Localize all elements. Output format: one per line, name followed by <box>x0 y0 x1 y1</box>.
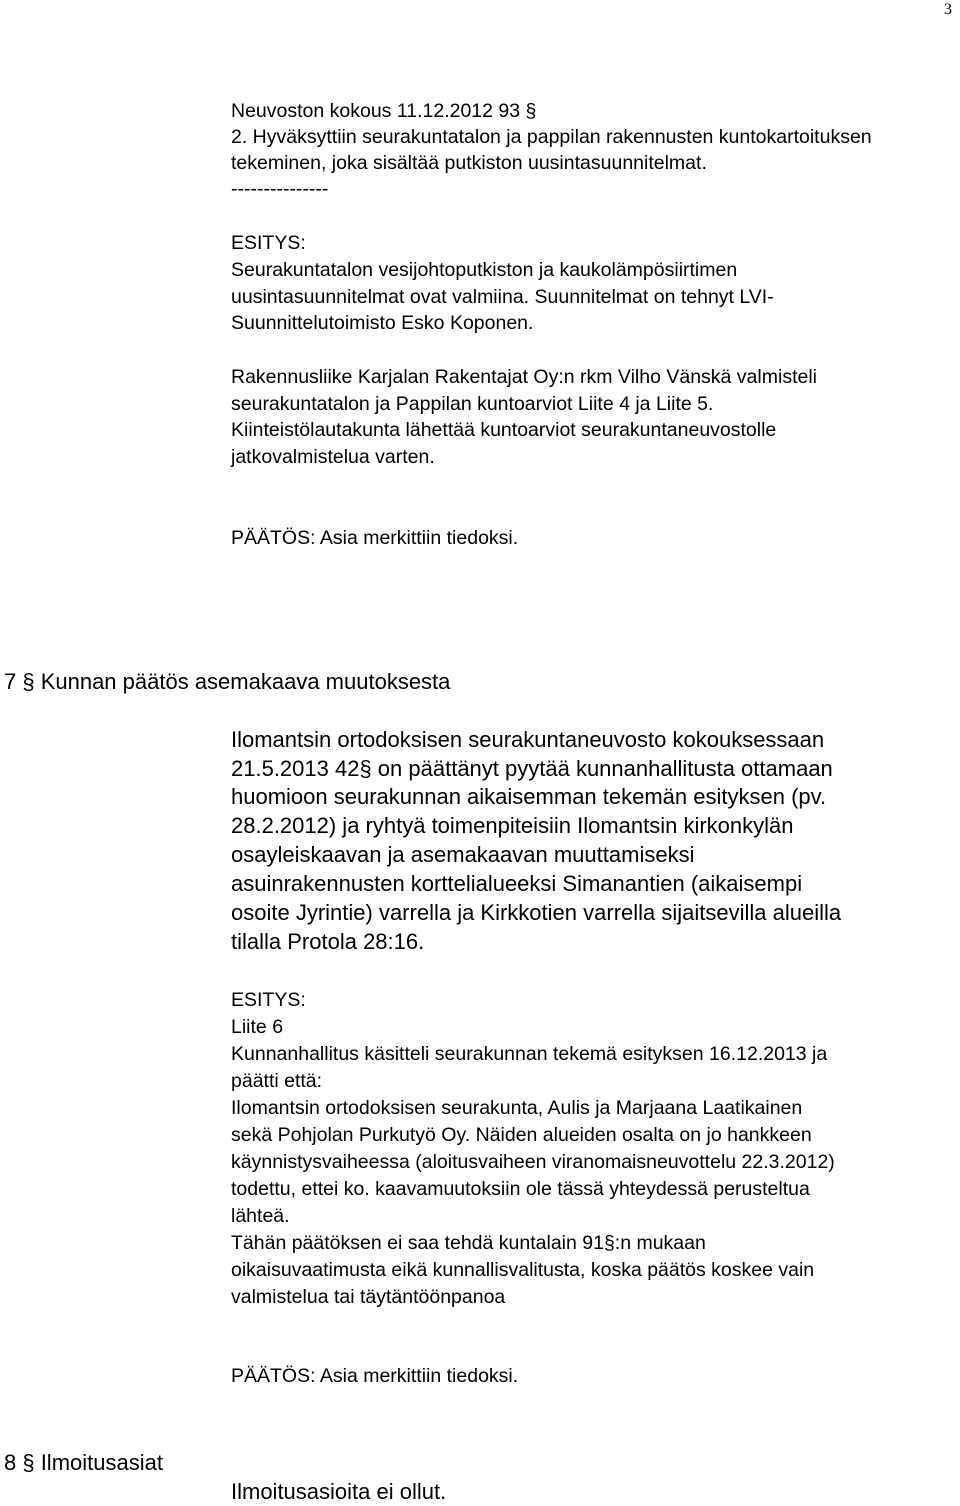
paatos-line-1: PÄÄTÖS: Asia merkittiin tiedoksi. <box>231 527 519 549</box>
section-7-line: 21.5.2013 42§ on päättänyt pyytää kunnanhallitusta ottamaan <box>231 756 833 781</box>
section-7-line: osayleiskaavan ja asemakaavan muuttamiseksi <box>231 842 695 867</box>
esitys-line: todettu, ettei ko. kaavamuutoksiin ole tässä yhteydessä perusteltua <box>231 1178 810 1200</box>
esitys-line: Seurakuntatalon vesijohtoputkiston ja kaukolämpösiirtimen <box>231 259 738 281</box>
paragraph-line: jatkovalmistelua varten. <box>231 446 435 468</box>
esitys-line: käynnistysvaiheessa (aloitusvaiheen viranomaisneuvottelu 22.3.2012) <box>231 1151 835 1173</box>
page-number: 3 <box>944 1 952 18</box>
esitys-line: lähteä. <box>231 1205 290 1227</box>
esitys-line: Ilomantsin ortodoksisen seurakunta, Aulis ja Marjaana Laatikainen <box>231 1097 803 1119</box>
esitys-label: ESITYS: <box>231 989 306 1011</box>
meeting-reference-line: Neuvoston kokous 11.12.2012 93 § <box>231 100 537 122</box>
section-8-text: Ilmoitusasioita ei ollut. <box>231 1479 447 1504</box>
esitys-line: Tähän päätöksen ei saa tehdä kuntalain 91§:n mukaan <box>231 1232 706 1254</box>
decision-item-line: 2. Hyväksyttiin seurakuntatalon ja pappilan rakennusten kuntokartoituksen <box>231 126 872 148</box>
paragraph-line: Rakennusliike Karjalan Rakentajat Oy:n rkm Vilho Vänskä valmisteli <box>231 366 817 388</box>
paragraph-line: Kiinteistölautakunta lähettää kuntoarviot seurakuntaneuvostolle <box>231 419 777 441</box>
esitys-line: valmistelua tai täytäntöönpanoa <box>231 1286 506 1308</box>
esitys-label: ESITYS: <box>231 232 306 254</box>
section-7-line: 28.2.2012) ja ryhtyä toimenpiteisiin Ilomantsin kirkonkylän <box>231 813 794 838</box>
esitys-line: sekä Pohjolan Purkutyö Oy. Näiden alueiden osalta on jo hankkeen <box>231 1124 812 1146</box>
paatos-line-2: PÄÄTÖS: Asia merkittiin tiedoksi. <box>231 1365 519 1387</box>
section-7-line: asuinrakennusten korttelialueeksi Simanantien (aikaisempi <box>231 871 803 896</box>
esitys-line: Liite 6 <box>231 1016 284 1038</box>
separator-dashes: --------------- <box>231 178 329 200</box>
section-7-line: tilalla Protola 28:16. <box>231 929 425 954</box>
section-8-heading: 8 § Ilmoitusasiat <box>4 1450 163 1475</box>
section-7-line: huomioon seurakunnan aikaisemman tekemän esityksen (pv. <box>231 784 827 809</box>
esitys-line: päätti että: <box>231 1070 323 1092</box>
decision-item-line: tekeminen, joka sisältää putkiston uusintasuunnitelmat. <box>231 152 707 174</box>
section-7-heading: 7 § Kunnan päätös asemakaava muutoksesta <box>4 669 451 694</box>
esitys-line: oikaisuvaatimusta eikä kunnallisvalitusta, koska päätös koskee vain <box>231 1259 815 1281</box>
esitys-line: Kunnanhallitus käsitteli seurakunnan tekemä esityksen 16.12.2013 ja <box>231 1043 828 1065</box>
esitys-line: Suunnittelutoimisto Esko Koponen. <box>231 312 534 334</box>
section-7-line: osoite Jyrintie) varrella ja Kirkkotien varrella sijaitsevilla alueilla <box>231 900 842 925</box>
paragraph-line: seurakuntatalon ja Pappilan kuntoarviot Liite 4 ja Liite 5. <box>231 393 714 415</box>
section-7-line: Ilomantsin ortodoksisen seurakuntaneuvosto kokouksessaan <box>231 727 825 752</box>
esitys-line: uusintasuunnitelmat ovat valmiina. Suunnitelmat on tehnyt LVI- <box>231 286 774 308</box>
